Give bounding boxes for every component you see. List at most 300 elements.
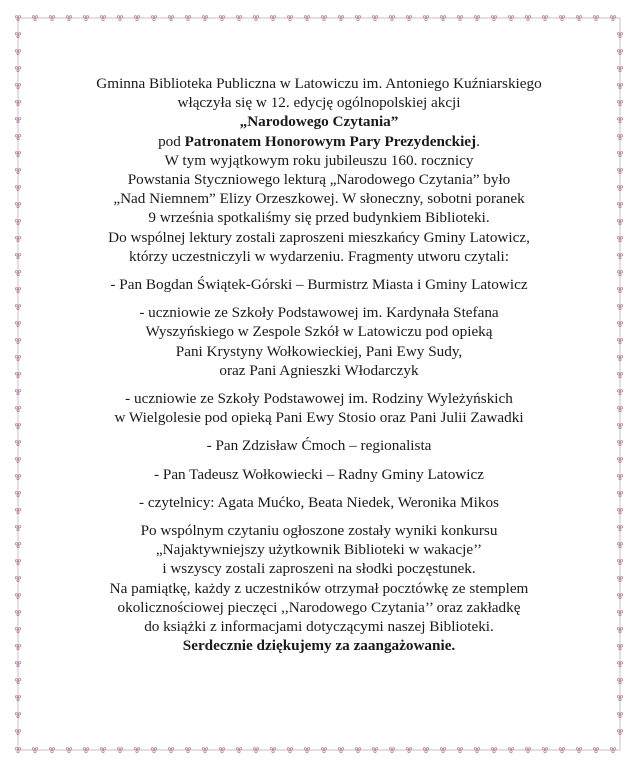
border-ornament — [620, 645, 622, 647]
border-ornament — [620, 526, 622, 528]
border-ornament — [527, 18, 529, 20]
border-ornament — [306, 18, 308, 20]
border-ornament — [15, 203, 17, 205]
closing-line: „Najaktywniejszy użytkownik Biblioteki w wakacje’’ — [155, 541, 483, 559]
border-ornament — [18, 458, 20, 460]
border-ornament — [15, 628, 17, 630]
border-ornament — [83, 16, 85, 18]
intro-line: Gminna Biblioteka Publiczna w Latowiczu im. Antoniego Kuźniarskiego — [96, 75, 542, 92]
border-ornament — [119, 18, 121, 20]
border-ornament — [423, 748, 425, 750]
thanks-line: Serdecznie dziękujemy za zaangażowanie. — [182, 637, 456, 655]
border-ornament — [596, 16, 598, 18]
border-ornament — [459, 750, 461, 752]
border-ornament — [18, 203, 20, 205]
border-ornament — [18, 118, 20, 120]
border-ornament — [620, 84, 622, 86]
border-ornament — [154, 748, 156, 750]
border-ornament — [270, 748, 272, 750]
border-ornament — [117, 16, 119, 18]
border-ornament — [222, 16, 224, 18]
border-ornament — [528, 748, 530, 750]
border-ornament — [620, 50, 622, 52]
border-ornament — [620, 662, 622, 664]
border-ornament — [15, 356, 17, 358]
border-ornament — [272, 18, 274, 20]
reader-line: oraz Pani Agnieszki Włodarczyk — [219, 361, 419, 379]
border-ornament — [69, 16, 71, 18]
reader-line: - Pan Tadeusz Wołkowiecki – Radny Gminy Latowicz — [154, 465, 484, 483]
border-ornament — [18, 50, 20, 52]
border-ornament — [474, 748, 476, 750]
border-ornament — [440, 16, 442, 18]
border-ornament — [15, 322, 17, 324]
border-ornament — [613, 16, 615, 18]
border-ornament — [620, 237, 622, 239]
border-ornament — [610, 748, 612, 750]
border-ornament — [136, 18, 138, 20]
border-ornament — [620, 696, 622, 698]
border-ornament — [255, 750, 257, 752]
border-ornament — [307, 748, 309, 750]
border-ornament — [545, 16, 547, 18]
border-ornament — [620, 509, 622, 511]
border-ornament — [617, 407, 619, 409]
border-ornament — [18, 526, 20, 528]
border-ornament — [477, 16, 479, 18]
border-ornament — [358, 748, 360, 750]
description-line: „Nad Niemnem” Elizy Orzeszkowej. W słoneczny, sobotni poranek — [113, 190, 525, 208]
border-ornament — [617, 33, 619, 35]
closing-line: okolicznościowej pieczęci ,,Narodowego Czytania’’ oraz zakładkę — [117, 598, 521, 616]
border-ornament — [255, 18, 257, 20]
border-ornament — [15, 220, 17, 222]
border-ornament — [15, 560, 17, 562]
border-ornament — [205, 16, 207, 18]
border-ornament — [406, 748, 408, 750]
border-ornament — [617, 424, 619, 426]
border-ornament — [620, 475, 622, 477]
border-ornament — [18, 730, 20, 732]
border-ornament — [306, 750, 308, 752]
border-ornament — [18, 407, 20, 409]
border-ornament — [18, 339, 20, 341]
border-ornament — [620, 169, 622, 171]
border-ornament — [392, 748, 394, 750]
border-ornament — [442, 750, 444, 752]
border-ornament — [18, 135, 20, 137]
border-ornament — [340, 18, 342, 20]
border-ornament — [290, 16, 292, 18]
border-ornament — [170, 18, 172, 20]
border-ornament — [32, 748, 34, 750]
border-ornament — [460, 16, 462, 18]
border-ornament — [620, 441, 622, 443]
border-ornament — [617, 679, 619, 681]
border-ornament — [120, 16, 122, 18]
border-ornament — [18, 475, 20, 477]
border-ornament — [620, 713, 622, 715]
border-ornament — [612, 750, 614, 752]
border-ornament — [18, 152, 20, 154]
border-ornament — [117, 748, 119, 750]
border-ornament — [474, 16, 476, 18]
border-ornament — [15, 288, 17, 290]
border-ornament — [15, 543, 17, 545]
border-ornament — [15, 577, 17, 579]
border-ornament — [338, 16, 340, 18]
border-ornament — [321, 16, 323, 18]
border-ornament — [559, 748, 561, 750]
border-ornament — [321, 748, 323, 750]
border-ornament — [323, 18, 325, 20]
border-ornament — [620, 152, 622, 154]
border-ornament — [620, 492, 622, 494]
border-ornament — [238, 750, 240, 752]
border-ornament — [561, 750, 563, 752]
border-ornament — [204, 750, 206, 752]
border-ornament — [102, 18, 104, 20]
border-ornament — [357, 18, 359, 20]
border-ornament — [595, 18, 597, 20]
border-ornament — [544, 18, 546, 20]
border-ornament — [460, 748, 462, 750]
border-ornament — [613, 748, 615, 750]
border-ornament — [617, 713, 619, 715]
border-ornament — [35, 748, 37, 750]
border-ornament — [18, 748, 20, 750]
border-ornament — [617, 152, 619, 154]
border-ornament — [508, 748, 510, 750]
border-ornament — [617, 390, 619, 392]
border-ornament — [620, 594, 622, 596]
border-ornament — [15, 441, 17, 443]
border-ornament — [15, 237, 17, 239]
border-ornament — [134, 748, 136, 750]
border-ornament — [15, 713, 17, 715]
border-ornament — [617, 254, 619, 256]
border-ornament — [15, 254, 17, 256]
border-ornament — [15, 526, 17, 528]
border-ornament — [272, 750, 274, 752]
border-ornament — [137, 16, 139, 18]
border-ornament — [221, 18, 223, 20]
border-ornament — [493, 18, 495, 20]
border-ornament — [620, 730, 622, 732]
border-ornament — [562, 748, 564, 750]
border-ornament — [34, 750, 36, 752]
border-ornament — [389, 748, 391, 750]
border-ornament — [323, 750, 325, 752]
border-ornament — [620, 322, 622, 324]
border-ornament — [620, 424, 622, 426]
border-ornament — [153, 18, 155, 20]
border-ornament — [576, 16, 578, 18]
border-ornament — [477, 748, 479, 750]
border-ornament — [595, 750, 597, 752]
border-ornament — [508, 16, 510, 18]
border-ornament — [620, 560, 622, 562]
border-ornament — [86, 16, 88, 18]
border-ornament — [100, 16, 102, 18]
border-ornament — [103, 748, 105, 750]
border-ornament — [15, 305, 17, 307]
border-ornament — [171, 748, 173, 750]
border-ornament — [219, 16, 221, 18]
border-ornament — [542, 748, 544, 750]
border-ornament — [119, 750, 121, 752]
announcement-text — [60, 74, 578, 655]
border-ornament — [341, 16, 343, 18]
border-ornament — [15, 730, 17, 732]
border-ornament — [151, 748, 153, 750]
border-ornament — [256, 16, 258, 18]
border-ornament — [443, 748, 445, 750]
reader-line: Wyszyńskiego w Zespole Szkół w Latowiczu pod opieką — [145, 323, 493, 341]
border-ornament — [18, 84, 20, 86]
border-ornament — [18, 662, 20, 664]
border-ornament — [617, 696, 619, 698]
border-ornament — [18, 424, 20, 426]
border-ornament — [542, 16, 544, 18]
border-ornament — [562, 16, 564, 18]
border-ornament — [49, 16, 51, 18]
border-ornament — [357, 750, 359, 752]
description-line: W tym wyjątkowym roku jubileuszu 160. rocznicy — [164, 151, 474, 169]
border-ornament — [151, 16, 153, 18]
border-ornament — [86, 748, 88, 750]
description-line: Do wspólnej lektury zostali zaproszeni mieszkańcy Gminy Latowicz, — [108, 228, 530, 246]
border-ornament — [15, 611, 17, 613]
border-ornament — [188, 16, 190, 18]
border-ornament — [15, 509, 17, 511]
border-ornament — [525, 16, 527, 18]
border-ornament — [620, 288, 622, 290]
border-ornament — [355, 16, 357, 18]
border-ornament — [620, 305, 622, 307]
border-ornament — [617, 118, 619, 120]
border-ornament — [154, 16, 156, 18]
border-ornament — [617, 645, 619, 647]
border-ornament — [222, 748, 224, 750]
border-ornament — [324, 748, 326, 750]
border-ornament — [612, 18, 614, 20]
border-ornament — [15, 186, 17, 188]
campaign-title: „Narodowego Czytania” — [239, 113, 399, 131]
border-ornament — [204, 18, 206, 20]
border-ornament — [617, 339, 619, 341]
border-ornament — [620, 356, 622, 358]
border-ornament — [324, 16, 326, 18]
border-ornament — [18, 560, 20, 562]
border-ornament — [620, 390, 622, 392]
border-ornament — [51, 750, 53, 752]
border-ornament — [18, 441, 20, 443]
border-ornament — [423, 16, 425, 18]
border-ornament — [579, 16, 581, 18]
border-ornament — [617, 492, 619, 494]
border-ornament — [103, 16, 105, 18]
border-ornament — [620, 67, 622, 69]
border-ornament — [408, 18, 410, 20]
border-ornament — [15, 101, 17, 103]
border-ornament — [391, 18, 393, 20]
border-ornament — [168, 16, 170, 18]
border-ornament — [15, 645, 17, 647]
border-ornament — [83, 748, 85, 750]
border-ornament — [409, 748, 411, 750]
border-ornament — [52, 748, 54, 750]
border-ornament — [34, 18, 36, 20]
border-ornament — [617, 730, 619, 732]
border-ornament — [425, 18, 427, 20]
border-ornament — [409, 16, 411, 18]
border-ornament — [610, 16, 612, 18]
border-ornament — [561, 18, 563, 20]
border-ornament — [617, 84, 619, 86]
border-ornament — [185, 16, 187, 18]
border-ornament — [52, 16, 54, 18]
border-ornament — [304, 748, 306, 750]
border-ornament — [290, 748, 292, 750]
border-ornament — [287, 748, 289, 750]
border-ornament — [426, 748, 428, 750]
border-ornament — [18, 16, 20, 18]
border-ornament — [100, 748, 102, 750]
border-ornament — [617, 203, 619, 205]
border-ornament — [136, 750, 138, 752]
border-ornament — [202, 16, 204, 18]
border-ornament — [494, 748, 496, 750]
border-ornament — [620, 135, 622, 137]
border-ornament — [15, 16, 17, 18]
border-ornament — [18, 492, 20, 494]
border-ornament — [406, 16, 408, 18]
border-ornament — [392, 16, 394, 18]
border-ornament — [620, 577, 622, 579]
border-ornament — [18, 373, 20, 375]
border-ornament — [620, 679, 622, 681]
border-ornament — [620, 407, 622, 409]
border-ornament — [341, 748, 343, 750]
border-ornament — [15, 696, 17, 698]
border-ornament — [18, 577, 20, 579]
border-ornament — [17, 750, 19, 752]
border-ornament — [51, 18, 53, 20]
border-ornament — [239, 16, 241, 18]
border-ornament — [202, 748, 204, 750]
border-ornament — [617, 356, 619, 358]
border-ornament — [426, 16, 428, 18]
border-ornament — [289, 18, 291, 20]
border-ornament — [617, 560, 619, 562]
closing-line: i wszyscy zostali zaproszeni na słodki poczęstunek. — [162, 560, 476, 578]
border-ornament — [340, 750, 342, 752]
border-ornament — [15, 662, 17, 664]
border-ornament — [18, 288, 20, 290]
closing-line: Na pamiątkę, każdy z uczestników otrzymał pocztówkę ze stemplem — [109, 579, 529, 597]
border-ornament — [15, 679, 17, 681]
border-ornament — [18, 254, 20, 256]
border-ornament — [374, 18, 376, 20]
border-ornament — [102, 750, 104, 752]
border-ornament — [15, 594, 17, 596]
border-ornament — [372, 16, 374, 18]
border-ornament — [15, 424, 17, 426]
border-ornament — [15, 390, 17, 392]
border-ornament — [69, 748, 71, 750]
border-ornament — [18, 713, 20, 715]
border-ornament — [620, 33, 622, 35]
border-ornament — [170, 750, 172, 752]
border-ornament — [18, 101, 20, 103]
border-ornament — [18, 322, 20, 324]
border-ornament — [620, 118, 622, 120]
border-ornament — [15, 748, 17, 750]
border-ornament — [15, 33, 17, 35]
border-ornament — [15, 169, 17, 171]
border-ornament — [15, 67, 17, 69]
border-ornament — [15, 50, 17, 52]
border-ornament — [137, 748, 139, 750]
border-ornament — [442, 18, 444, 20]
border-ornament — [620, 458, 622, 460]
border-ornament — [18, 186, 20, 188]
border-ornament — [15, 271, 17, 273]
border-ornament — [620, 101, 622, 103]
border-ornament — [15, 373, 17, 375]
border-ornament — [494, 16, 496, 18]
border-ornament — [15, 118, 17, 120]
border-ornament — [66, 748, 68, 750]
border-ornament — [617, 271, 619, 273]
border-ornament — [134, 16, 136, 18]
border-ornament — [617, 458, 619, 460]
border-ornament — [511, 748, 513, 750]
border-ornament — [620, 543, 622, 545]
border-ornament — [355, 748, 357, 750]
border-ornament — [617, 50, 619, 52]
border-ornament — [273, 16, 275, 18]
border-ornament — [18, 356, 20, 358]
border-ornament — [15, 135, 17, 137]
border-ornament — [304, 16, 306, 18]
border-ornament — [617, 441, 619, 443]
border-ornament — [18, 220, 20, 222]
border-ornament — [457, 748, 459, 750]
border-ornament — [273, 748, 275, 750]
border-ornament — [544, 750, 546, 752]
border-ornament — [238, 18, 240, 20]
border-ornament — [219, 748, 221, 750]
border-ornament — [18, 679, 20, 681]
border-ornament — [66, 16, 68, 18]
border-ornament — [338, 748, 340, 750]
border-ornament — [617, 475, 619, 477]
border-ornament — [18, 509, 20, 511]
border-ornament — [253, 16, 255, 18]
border-ornament — [617, 169, 619, 171]
border-ornament — [168, 748, 170, 750]
border-ornament — [620, 254, 622, 256]
border-ornament — [408, 750, 410, 752]
border-ornament — [510, 750, 512, 752]
description-line: Powstania Styczniowego lekturą „Narodowego Czytania” było — [127, 171, 511, 189]
border-ornament — [559, 16, 561, 18]
border-ornament — [18, 67, 20, 69]
border-ornament — [18, 33, 20, 35]
border-ornament — [185, 748, 187, 750]
